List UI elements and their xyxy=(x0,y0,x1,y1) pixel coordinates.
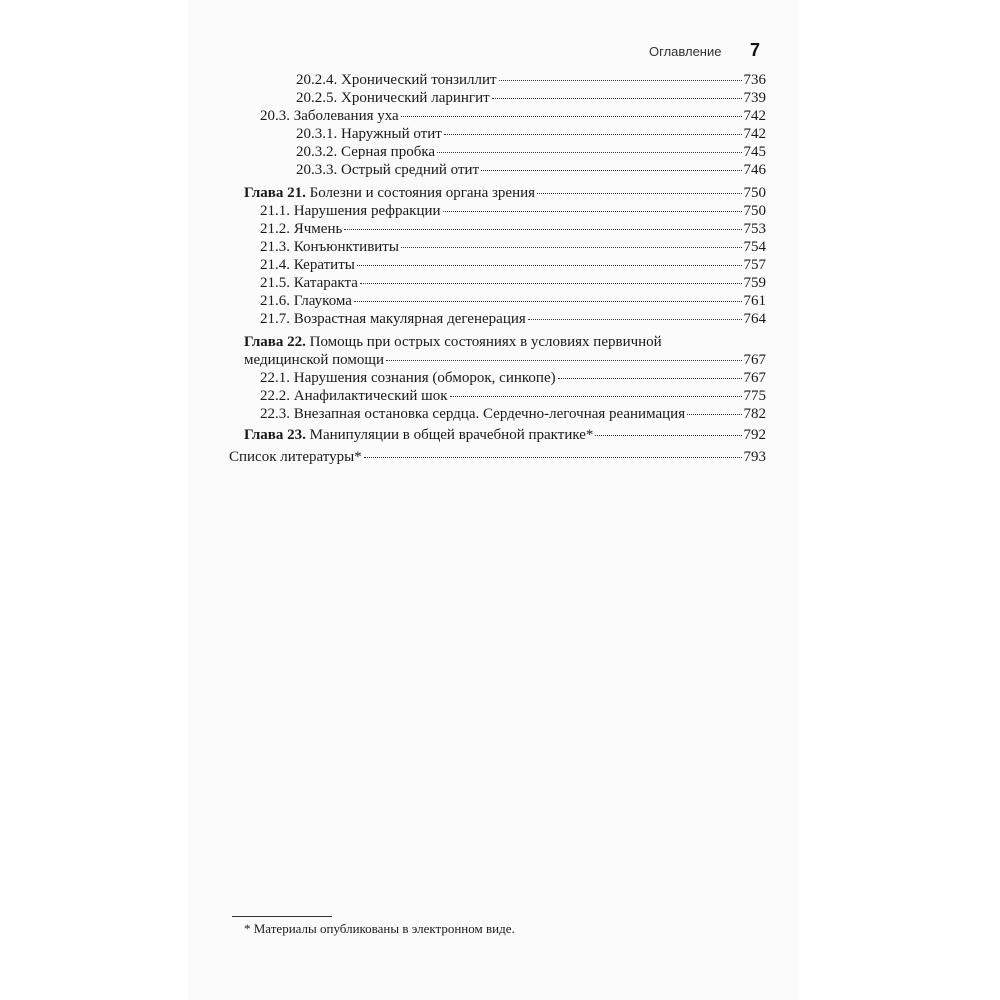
toc-entry-label: 22.1. Нарушения сознания (обморок, синкопе) xyxy=(260,370,556,386)
toc-chapter-23 xyxy=(244,426,766,444)
toc-entry-page: 742 xyxy=(743,126,766,142)
toc-entry-label: 22.2. Анафилактический шок xyxy=(260,388,448,404)
toc-chapter-heading xyxy=(244,184,535,202)
toc-entry-21-1 xyxy=(260,202,766,220)
toc-entry-21-4 xyxy=(260,256,766,274)
toc-chapter-number: Глава 21. xyxy=(244,185,306,201)
toc-entry-page: 793 xyxy=(743,449,766,465)
toc-entry-20-2-4 xyxy=(296,71,766,89)
toc-chapter-21 xyxy=(244,184,766,202)
toc-entry-label: Помощь при острых состояниях в условиях первичной xyxy=(309,334,662,350)
toc-chapter-heading xyxy=(244,426,593,444)
toc-entry-label: Болезни и состояния органа зрения xyxy=(309,185,536,201)
toc-entry-page: 775 xyxy=(743,388,766,404)
toc-entry-page: 750 xyxy=(743,185,766,201)
toc-entry-bibliography xyxy=(229,448,766,466)
toc-entry-page: 736 xyxy=(743,72,766,88)
toc-entry-page: 746 xyxy=(743,162,766,178)
toc-entry-label: 20.3. Заболевания уха xyxy=(260,108,399,124)
toc-entry-label: 22.3. Внезапная остановка сердца. Сердечно-легочная реанимация xyxy=(260,406,686,422)
toc-entry-21-3 xyxy=(260,238,766,256)
toc-entry-page: 739 xyxy=(743,90,766,106)
toc-leader-dots xyxy=(386,360,742,361)
toc-entry-label: 21.2. Ячмень xyxy=(260,221,343,237)
toc-leader-dots xyxy=(528,319,742,320)
toc-chapter-22 xyxy=(244,351,766,369)
toc-entry-label: 21.4. Кератиты xyxy=(260,257,355,273)
toc-leader-dots xyxy=(401,116,742,117)
toc-entry-page: 764 xyxy=(743,311,766,327)
toc-entry-20-3-2 xyxy=(296,143,766,161)
toc-leader-dots xyxy=(450,396,742,397)
toc-entry-label: 20.3.1. Наружный отит xyxy=(296,126,442,142)
toc-leader-dots xyxy=(354,301,742,302)
toc-leader-dots xyxy=(444,134,742,135)
toc-entry-label: 20.2.4. Хронический тонзиллит xyxy=(296,72,497,88)
toc-entry-page: 750 xyxy=(743,203,766,219)
toc-entry-label: 21.1. Нарушения рефракции xyxy=(260,203,441,219)
toc-entry-label: 21.5. Катаракта xyxy=(260,275,358,291)
toc-entry-page: 742 xyxy=(743,108,766,124)
toc-entry-label: 20.2.5. Хронический ларингит xyxy=(296,90,490,106)
toc-leader-dots xyxy=(492,98,742,99)
toc-leader-dots xyxy=(344,229,741,230)
toc-entry-21-2 xyxy=(260,220,766,238)
toc-entry-page: 767 xyxy=(743,370,766,386)
running-header-title: Оглавление xyxy=(649,44,722,59)
toc-chapter-number: Глава 23. xyxy=(244,427,306,443)
toc-entry-label: 20.3.2. Серная пробка xyxy=(296,144,436,160)
toc-entry-page: 745 xyxy=(743,144,766,160)
toc-entry-22-1 xyxy=(260,369,766,387)
toc-entry-22-3 xyxy=(260,405,766,423)
toc-entry-label: 21.6. Глаукома xyxy=(260,293,352,309)
toc-chapter-22-heading xyxy=(244,333,662,351)
page-number: 7 xyxy=(750,40,761,60)
toc-entry-page: 754 xyxy=(743,239,766,255)
toc-chapter-number: Глава 22. xyxy=(244,334,306,350)
toc-entry-label: 21.3. Конъюнктивиты xyxy=(260,239,399,255)
toc-entry-label: Манипуляции в общей врачебной практике* xyxy=(309,427,594,443)
toc-entry-label: Список литературы* xyxy=(229,449,362,465)
toc-entry-22-2 xyxy=(260,387,766,405)
toc-leader-dots xyxy=(401,247,742,248)
toc-entry-21-7 xyxy=(260,310,766,328)
toc-leader-dots xyxy=(499,80,742,81)
toc-leader-dots xyxy=(537,193,741,194)
toc-entry-page: 757 xyxy=(743,257,766,273)
toc-entry-page: 792 xyxy=(743,427,766,443)
running-header xyxy=(640,40,770,70)
toc-leader-dots xyxy=(687,414,741,415)
toc-entry-20-3 xyxy=(260,107,766,125)
toc-leader-dots xyxy=(558,378,742,379)
toc-entry-page: 761 xyxy=(743,293,766,309)
toc-entry-page: 759 xyxy=(743,275,766,291)
toc-entry-20-2-5 xyxy=(296,89,766,107)
toc-leader-dots xyxy=(481,170,741,171)
toc-entry-page: 753 xyxy=(743,221,766,237)
footnote: * Материалы опубликованы в электронном виде. xyxy=(244,921,515,936)
toc-entry-20-3-1 xyxy=(296,125,766,143)
toc-entry-page: 767 xyxy=(743,352,766,368)
toc-entry-label: 21.7. Возрастная макулярная дегенерация xyxy=(260,311,526,327)
toc-leader-dots xyxy=(357,265,742,266)
toc-entry-page: 782 xyxy=(743,406,766,422)
toc-leader-dots xyxy=(360,283,742,284)
footnote-rule xyxy=(232,916,332,917)
toc-leader-dots xyxy=(443,211,742,212)
toc-entry-21-6 xyxy=(260,292,766,310)
toc-leader-dots xyxy=(437,152,741,153)
toc-entry-label: 20.3.3. Острый средний отит xyxy=(296,162,480,178)
toc-entry-label-continued: медицинской помощи xyxy=(244,352,384,368)
toc-entry-21-5 xyxy=(260,274,766,292)
toc-leader-dots xyxy=(595,435,741,436)
toc-entry-20-3-3 xyxy=(296,161,766,179)
toc-leader-dots xyxy=(364,457,742,458)
